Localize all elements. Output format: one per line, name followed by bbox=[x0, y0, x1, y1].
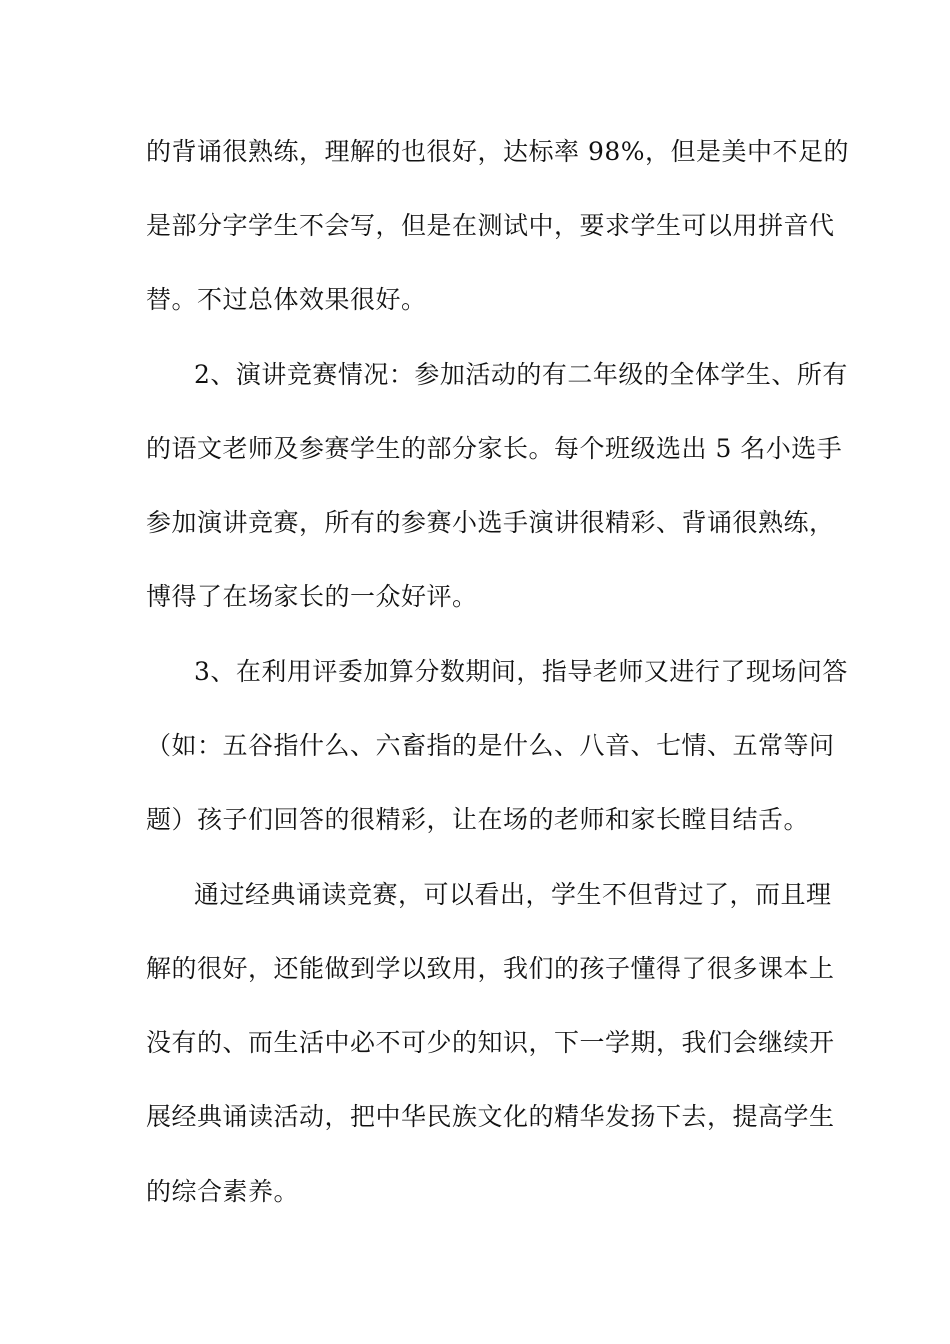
text-line: 的综合素养。 bbox=[146, 1177, 300, 1206]
text-line: 的语文老师及参赛学生的部分家长。每个班级选出 5 名小选手 bbox=[146, 434, 843, 463]
text-line: 的背诵很熟练，理解的也很好，达标率 98%，但是美中不足的 bbox=[146, 137, 850, 166]
text-line: 3、在利用评委加算分数期间，指导老师又进行了现场问答 bbox=[194, 657, 848, 686]
text-line: 参加演讲竞赛，所有的参赛小选手演讲很精彩、背诵很熟练， bbox=[146, 508, 835, 537]
text-line: 替。不过总体效果很好。 bbox=[146, 285, 427, 314]
text-line: （如：五谷指什么、六畜指的是什么、八音、七情、五常等问 bbox=[146, 731, 835, 760]
text-line: 2、演讲竞赛情况：参加活动的有二年级的全体学生、所有 bbox=[194, 360, 848, 389]
text-line: 没有的、而生活中必不可少的知识，下一学期，我们会继续开 bbox=[146, 1028, 835, 1057]
text-line: 解的很好，还能做到学以致用，我们的孩子懂得了很多课本上 bbox=[146, 954, 835, 983]
text-line: 展经典诵读活动，把中华民族文化的精华发扬下去，提高学生 bbox=[146, 1102, 835, 1131]
text-line: 通过经典诵读竞赛，可以看出，学生不但背过了，而且理 bbox=[194, 880, 832, 909]
text-line: 博得了在场家长的一众好评。 bbox=[146, 582, 478, 611]
text-line: 题）孩子们回答的很精彩，让在场的老师和家长瞠目结舌。 bbox=[146, 805, 810, 834]
text-line: 是部分字学生不会写，但是在测试中，要求学生可以用拼音代 bbox=[146, 211, 835, 240]
